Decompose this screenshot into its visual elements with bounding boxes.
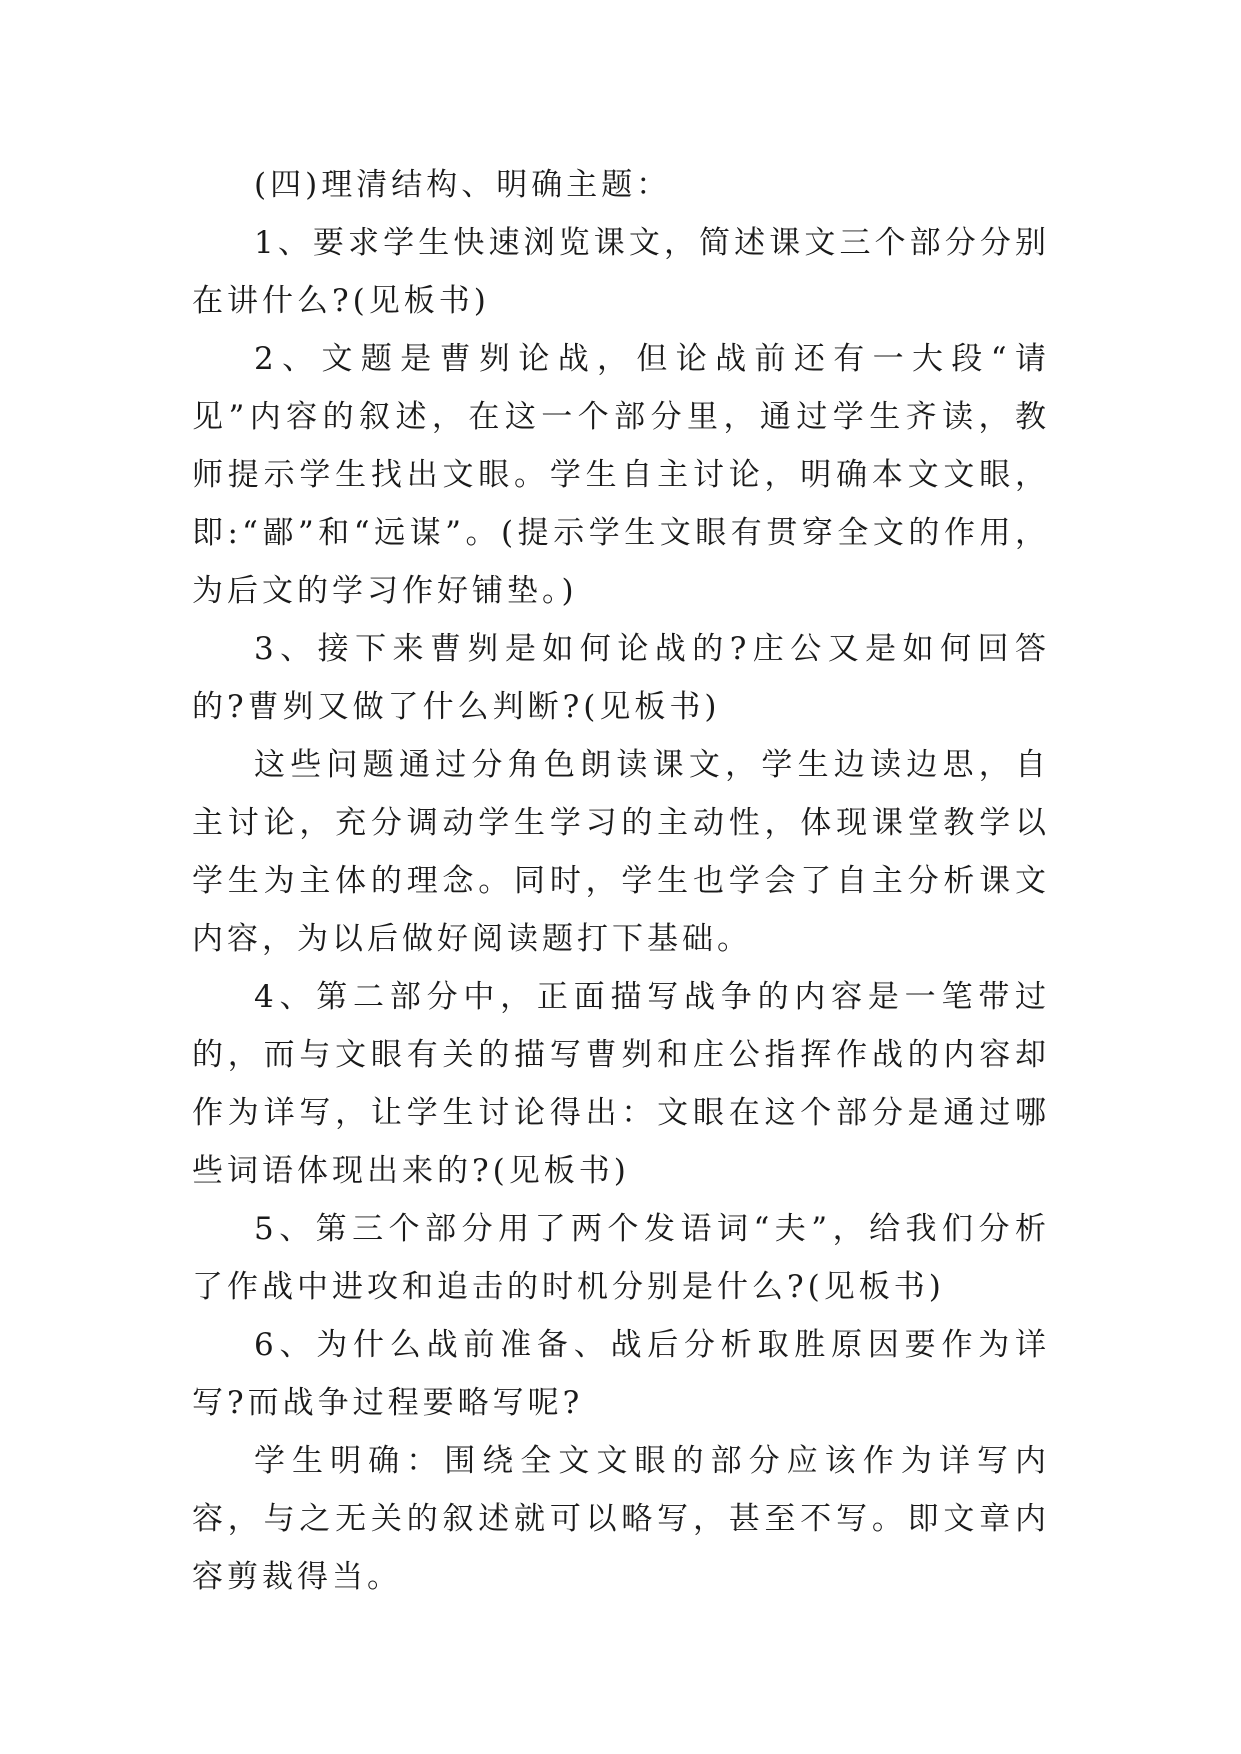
paragraph-item-4: 4、第二部分中，正面描写战争的内容是一笔带过的，而与文眼有关的描写曹刿和庄公指挥作战的内容却作为详写，让学生讨论得出：文眼在这个部分是通过哪些词语体现出来的?(见板书) <box>192 979 1050 1189</box>
paragraph-conclusion: 学生明确：围绕全文文眼的部分应该作为详写内容，与之无关的叙述就可以略写，甚至不写。即文章内容剪裁得当。 <box>192 1443 1050 1595</box>
document-body <box>192 156 1050 1606</box>
paragraph-item-6: 6、为什么战前准备、战后分析取胜原因要作为详写?而战争过程要略写呢? <box>192 1327 1050 1421</box>
paragraph-item-2: 2、文题是曹刿论战，但论战前还有一大段“请见”内容的叙述，在这一个部分里，通过学生齐读，教师提示学生找出文眼。学生自主讨论，明确本文文眼，即:“鄙”和“远谋”。(提示学生文眼有贯穿全文的作用，为后文的学习作好铺垫。) <box>192 341 1050 609</box>
paragraph-commentary: 这些问题通过分角色朗读课文，学生边读边思，自主讨论，充分调动学生学习的主动性，体现课堂教学以学生为主体的理念。同时，学生也学会了自主分析课文内容，为以后做好阅读题打下基础。 <box>192 747 1050 957</box>
paragraph-item-3: 3、接下来曹刿是如何论战的?庄公又是如何回答的?曹刿又做了什么判断?(见板书) <box>192 631 1050 725</box>
paragraph-section-heading: (四)理清结构、明确主题： <box>254 167 672 203</box>
paragraph-item-5: 5、第三个部分用了两个发语词“夫”，给我们分析了作战中进攻和追击的时机分别是什么?(见板书) <box>192 1211 1050 1305</box>
paragraph-item-1: 1、要求学生快速浏览课文，简述课文三个部分分别在讲什么?(见板书) <box>192 225 1050 319</box>
